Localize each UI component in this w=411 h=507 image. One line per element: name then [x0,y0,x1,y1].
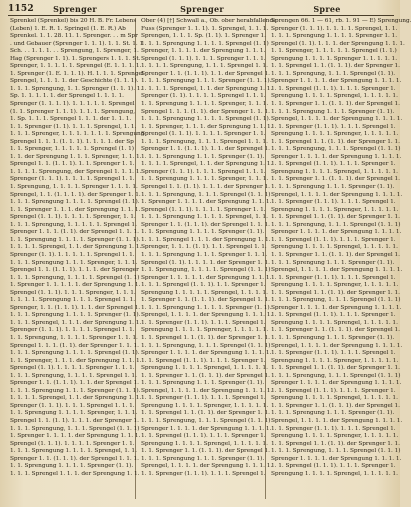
text-line: Sprengung 1. 1. 1. 1. Sprengel, 1. 1. 1. 1. 1. [141,440,268,447]
text-line: Sprenger 1. 1. 1. 1. der Sprengung 1. 1. 1. 1. [271,304,402,311]
text-line: Sprengel, 1. 1. 1. 1. der Sprengung 1. 1. 1. 1. [141,387,273,394]
text-line: 1. 1. Sprengel 1. 1. (1. 1. 1). der Sprenger 1. [271,63,400,70]
text-line: 1. 1. Sprenger 1. 1. (1. 1. 1). der Sprengel 1. [271,176,400,183]
text-line: Sprengel 1. 1. 1. (1. 1). der Sprenger 1. 1. 1. [10,342,139,349]
text-line: Sprengung 1. 1. 1. 1. Sprengel, 1. 1. 1. 1. 1. [271,319,398,326]
text-line: Sprengung 1. 1. 1. 1. Sprenger, 1. 1. 1. 1. 1. [141,402,269,409]
text-line: Sprenger, 1. 1. 1. 1. 1. Sprengel (E. 1. 1. 1. 1. [10,63,142,70]
text-line: Sprenger 1. 1. 1. 1. der Sprengung 1. 1. 1. 1. [141,350,272,357]
text-line: Sprenger, 1. 1. 1. 1. der Sprengung 1. 1. 1. [141,48,266,55]
text-line: 1. 1. 1. Sprengung, 1. 1. 1. Sprengel (1. 1. 1) [141,417,271,424]
text-line: 1. 1. Sprenger 1. 1. (1. 1. 1). der Sprengel 1. [141,372,270,379]
text-line: Sprengel 1. 1. (1. 1. 1). 1. 1. 1. der Sprenger [10,267,139,274]
text-line: 1. 1. 1. Sprengung, 1. 1. 1. 1. Sprengel 1. 1. [10,372,137,379]
text-line: Sprenger 1. 1. (1. 1. 1). 1. 1. der Sprengel 1. [141,70,270,77]
text-line: Sprengel 1. 1. (1. 1. 1). 1. 1. Sprenger 1. 1. [10,161,135,168]
text-line: Sprengung 1. 1. 1. 1. Sprenger, 1. 1. 1. 1. 1. [271,433,399,440]
text-line: Sprengel, 1. 1. (1. 1. 1. 1). der Sprenger 1. 1. [10,191,141,198]
text-line: 1. 1. 1. Sprengung 1. 1. 1. Sprenger (1. 1). [141,455,265,462]
text-line: Sprengel, 1. 1. 1. 1. der Sprengung 1. 1. 1. 1. [271,116,403,123]
text-line: Sprengung 1. 1. 1. 1. Sprengel, 1. 1. 1. 1. 1. [271,168,398,175]
text-line: 1. 1. Sprenger (1. 1. 1). 1. 1. 1. Sprengel 1. [271,123,396,130]
text-line: 1. 1. Sprengel 1. 1. (1. 1). der Sprenger 1. 1. [271,365,400,372]
text-line: Sprengung 1. 1. 1. 1. Sprenger, 1. 1. 1. 1. 1. [271,131,399,138]
text-line: 1. Sp. 1. 1. 1. Sprengel 1. 1. 1. der 1. 1. 1. [10,116,132,123]
text-line: 1. 1. 1. Sprengung 1. 1. 1. 1. Sprenger (1. 1). [141,304,272,311]
text-line: . und Gebauer (Sprenger 1. 1. 1). 1. 1. St. 1. 1 [10,40,144,47]
text-line: Sprenger (1. 1. 1). 1. 1. 1. 1. Sprengel, 1. 1. [271,25,398,32]
text-line: 1. 1. Sprengel 1. 1. (1. 1). der Sprenger 1. 1. [141,410,270,417]
text-line: 1. 1. 1. Sprengung 1. 1. 1. Sprenger (1. 1). [141,153,265,160]
text-line: 1. 1. 1. Sprengung, 1. 1. 1. Sprengel 1. 1. 1. [141,138,268,145]
text-line: Sprenger 1. 1. (1. 1. 1). 1. 1. der Sprengel 1. [10,380,139,387]
text-line: 1. 1. Sprengung 1. 1. 1. 1. Sprenger, 1. 1. 1. [141,101,269,108]
text-line: Sprengung 1. 1. 1. 1. Sprengel, 1. 1. 1. 1. 1. [271,244,398,251]
text-line: 1. Sprengung, 1. 1. 1. 1. Sprenger 1. 1. 1. 1. [10,184,138,191]
text-line: Sprengel 1. 1. (1. 1). 1. 1. 1. der Sprenger 1. [141,184,270,191]
text-line: 1. 1. 1. Sprengung, 1. 1. 1. Sprengel (1. 1. 1) [271,372,401,379]
text-line: Sprengel 1. 1. 1. (1. 1). der Sprenger 1. 1. 1. [141,108,270,115]
text-line: Sprengel, 1. 1. 1. 1. der Sprengung 1. 1. 1. 1. [271,267,403,274]
text-line: Sprenkel (Sprenkel) bis 20 H. B. Fr. Lebens [10,18,137,24]
text-line: Sprenger 1. 1. 1. 1. der Sprengung 1. 1. 1. 1. [271,455,402,462]
text-line: 1. 1. 1. Sprengung, 1. 1. 1. 1. 1. Sprengel 1. [10,221,137,228]
text-line: 1. 1. Sprengung, 1. 1. 1. 1. Sprengel (1. 1. 1) [141,267,271,274]
text-line: 1. 1. 1. Sprengung, 1. 1. 1. Sprengel (1. 1. 1) [271,146,401,153]
text-line: 1. 1. 1. 1. Sprengung, der Sprengel 1. 1. 1. 1. [10,168,142,175]
text-line: 1. 1. 1. Sprengel 1. 1. 1. der Sprengung 1. 1. [141,236,271,243]
text-line: 1. 1. Sprengel (1. 1. 1). 1. 1. 1. Sprenger 1. [271,312,396,319]
text-line: Ober (4) [†] Schwall a., Ob. ober herabfallende [141,18,277,24]
text-line: 1. 1. 1. Sprengung 1. 1. 1. Sprenger (1. 1). [271,334,395,341]
text-line: 1. 1. Sprenger 1. 1. 1. der Sprengung 1. 1. 1. [10,206,141,213]
text-line: 1. 1. Sprengung 1. 1. 1. 1. Sprenger (1. 1). [141,229,265,236]
header-rule [8,15,394,16]
text-line: 1. 1. 1. Sprengung 1. 1. 1. Sprenger (1. 1). [271,108,395,115]
text-line: 1. 1. 1. Sprengung 1. 1. 1. Sprenger (1. 1. 1). [10,387,141,394]
text-line: 1. 1. Sprengel (1. 1. 1). 1. 1. 1. Sprenger 1. [271,161,396,168]
text-line: Sprengung 1. 1. 1. 1. Sprenger, 1. 1. 1. 1. 1. [271,357,399,364]
text-line: Sprengel (1. 1. 1). 1. 1. 1. 1. Sprenger 1. 1. [10,440,135,447]
text-line: 1. 1. 1. 1. Sprengel, 1. 1. der Sprengung 1. 1. [141,161,273,168]
text-line: 1. 1. 1. Sprengung, 1. 1. 1. 1. Sprengel (1. 1) [10,274,140,281]
text-line: Sprengel 1. 1. (1. 1). 1. 1. 1. der Sprenger 1. [10,417,139,424]
text-line: Sprengel, 1. 1. 1. 1. der Sprengung 1. 1. 1. 1. [271,417,403,424]
text-line: 1. 1. Sprenger (1. 1. 1). 1. 1. 1. Sprengel 1. [141,470,266,477]
text-line: 1. 1. Sprenger 1. 1. (1. 1. 1). der Sprengel 1. [141,448,270,455]
text-line: 1. 1. 1. Sprenger, 1. 1. 1. 1. 1. 1. 1. Sprengung [10,131,145,138]
text-line: 1. 1. Sprengung 1. 1. 1. 1. Sprenger, 1. 1. 1. [141,176,269,183]
text-line: 1. 1. 1. Sprengung 1. 1. 1. 1. Sprengel (1. 1). [10,350,140,357]
text-line: 1. Sprenger 1. 1. 1. 1. 1. der Sprengung 1. 1. [10,282,141,289]
text-line: 1. 1. Sprengel 1. 1. (1. 1). der Sprenger 1. 1. [271,289,400,296]
text-line: 1. 1. Sprenger (1. 1). 1. 1. 1. Sprengel, 1. 1. [10,123,137,130]
text-line: 1. 1. 1. Sprengung 1. 1. 1. Sprenger (1. 1. 1). [141,78,272,85]
text-line: 1. 1. 1. Sprengel (1. 1. 1). 1. 1. Sprenger 1. [141,282,266,289]
text-line: Fuss (Sprenger 1. 1. 1). 1. Sprengel, 1. 1. 1. [141,25,269,32]
text-line: 1. 1. Sprenger 1. 1. (1. 1. 1). der Sprengel 1. [271,327,400,334]
text-line: Sprenger 1. 1. 1. (1. 1). der Sprengel 1. 1. 1. [10,229,139,236]
text-line: 1. 1. 1. Sprengung, 1. 1. 1. Sprengel (1. 1). [271,70,396,77]
text-line: Sprengel (1. 1). 1. 1. 1. 1. der Sprenger 1. 1. [141,259,270,266]
text-line: 1. 1. 1. Sprengung 1. 1. 1. 1. Sprengel, 1. 1. [141,214,268,221]
text-line: 1. 1. Sprenger 1. 1. (1. 1. 1). der Sprengel 1. [271,101,400,108]
text-line: 1. 1. Sprengel (1. 1. 1). 1. 1. 1. Sprenger 1. [271,387,396,394]
text-line: Sprengung 1. 1. 1. 1. Sprengel, 1. 1. 1. 1. 1. [271,470,398,477]
text-line: 1. 1. 1. Sprengel 1. 1. 1. der Sprengung 1. 1. [10,470,140,477]
text-line: 1. 1. Sprengel (1. 1. 1). 1. 1. 1. Sprenger 1. [141,433,266,440]
text-column-left [10,18,145,499]
text-line: Sprenger 1. 1. 1. 1. der Sprengung 1. 1. 1. 1. [271,78,402,85]
text-line: Sprenger 1. 1. 1. 1. 1. der Sprengung 1. 1. 1. [141,274,272,281]
text-line: 1. 1. 1. Sprengung 1. 1. 1. 1. Sprenger (1. 1). [10,312,141,319]
text-line: Sprengel (1. 1). 1. 1. 1. der Sprengung 1. 1. 1. [271,40,405,47]
text-line: 1. 1. 1. Sprengung, 1. 1. 1. Sprengel (1. 1. 1) [271,221,401,228]
text-line: 1. 1. Sprengung 1. 1. 1. 1. Sprenger (1. 1). [10,463,134,470]
text-line: 1. 1. Sprengel 1. 1. (1. 1). der Sprenger 1. 1. [271,138,400,145]
text-line: 1. 1. Sprengung 1. 1. 1. 1. Sprenger, 1. 1. 1. [10,410,138,417]
text-line: 1. 1. 1. Sprengung, 1. 1. 1. Sprengel (1. 1. 1) [10,425,140,432]
text-line: Sprengung 1. 1. 1. 1. Sprengel, 1. 1. 1. 1. 1. [141,365,268,372]
text-line: 1. 1. Sprenger, 1. 1. 1. der Sprengung 1. 1. 1. [10,357,142,364]
text-line: 1. 1. 1. Sprengung 1. 1. 1. 1. Sprengel, 1. 1. [10,448,137,455]
text-line: 1. 1. Sprenger (1. 1. 1). 1. 1. 1. Sprengel 1. [271,350,396,357]
text-line: Sprengel (1. 1. 1). 1. 1. 1. Sprenger, 1. 1. 1. [10,289,136,296]
text-line: 1. 1. Sprengung, 1. 1. 1. 1. Sprenger 1. 1. 1. [10,334,138,341]
text-line: Sprengel, 1. 1. 1. 1. der Geschichte (1. 1. 1). [10,78,139,85]
text-line: Sprenger 1. 1. 1. 1. der Sprengung 1. 1. 1. 1. [271,153,402,160]
text-line: Sprenger 1. 1. (1. 1. 1). der Sprengel 1. 1. 1. [10,455,139,462]
text-line: 1. 1. Sprenger, 1. 1. 1. 1. 1. Sprengel (1. 1.) [271,48,397,55]
text-line: Sprengung 1. 1. 1. 1. Sprenger, 1. 1. 1. 1. 1. [271,206,399,213]
text-line: 1. 1. 1. Sprengung, 1. 1. 1. Sprengel (1. 1. 1) [271,448,401,455]
text-line: Sprenger 1. 1. 1. 1. der Sprengung 1. 1. 1. 1. [141,425,272,432]
text-line: 1. 1. 1. Sprengung, 1. 1. Sprenger (1. 1. 1). 1. [10,85,143,92]
text-line: Sprenger (1. 1. 1). 1. 1. 1. Sprengel 1. 1. 1. [10,402,135,409]
text-line: Hag (Sprenger 1. 1). 1. Sprengers 1. 1. 1. St. [10,55,141,62]
text-line: Sprengen, 1. 1. 1. Sp. (1. 1). 1. Sprenger 1. [141,33,266,40]
text-line: 1. 1. 1. 1. Sprengung 1. 1. 1. Sprengel 1. 1. [10,297,136,304]
text-line: 1. 1. 1. 1. Sprengel, 1. 1. der Sprengung 1. 1. [141,85,273,92]
text-column-middle [141,18,277,499]
text-line: Sprenger 1. 1. 1. 1. der Sprengung 1. 1. 1. 1. [271,229,402,236]
text-line: 1. 1. Sprengel 1. 1. (1. 1). der Sprenger 1. 1. [271,440,400,447]
text-line: 1. 1. Sprenger (1. 1. 1). 1. 1. 1. Sprengel 1. [141,395,266,402]
text-line: Sch. . . 1. 1. 1. . . Sprengung, 1. Sprenger, 1. [10,48,139,55]
text-line: 1. 1. Sprengel (1. 1. 1). 1. 1. 1. Sprenger 1. [271,236,396,243]
text-line: Sp. 1. 1. 1. 1. 1. der Sprengel 1. 1. 1. 1. [10,93,124,100]
text-line: 1. 1. 1. Sprengung 1. 1. 1. Sprenger (1. 1). [141,380,265,387]
text-line: 1. 1. 1. Sprengung 1. 1. 1. Sprenger 1. 1. 1. [141,251,267,258]
text-line: 1. 1. Sprenger, 1. 1. 1. 1. 1. Sprengel (1. 1) [10,146,134,153]
text-column-right [271,18,411,499]
text-line: Sprengel, 1. 1. 1. 1. der Sprengung 1. 1. 1. 1. [141,463,273,470]
text-line: 1. 1. 1. Sprengung 1. 1. 1. 1. Sprengel (1. 1). [10,199,140,206]
text-line: 1. 1. der Sprengung 1. 1. 1. Sprenger, 1. 1. 1. [10,153,142,160]
text-line: Sprengel, 1. 1. 1. 1. der Sprengung 1. 1. 1. 1. [141,312,273,319]
text-line: Sprenger (1. 1). 1. 1. 1. 1. Sprengel 1. 1. 1. [141,93,266,100]
text-line: Sprenger, 1. 1. 1. (1. 1). 1. 1. Sprengel 1. 1. [141,244,267,251]
text-line: 1. 1. Sprengel 1. 1. (1. 1). der Sprenger 1. 1. [271,214,400,221]
text-line: 1. 1. 1. Sprengung 1. 1. 1. 1. Sprenger 1. 1. [271,33,397,40]
text-line: Sprenger (1. 1). 1. 1. 1. 1. 1. Sprengel 1. 1. [10,251,135,258]
text-line: Sprengen 66. 1 — 61, rb. 1. 91 — E) Sprengung. [271,18,411,24]
text-line: (Leben) 1. E. R. 1. Springel (1. E. R.) Ab [10,25,126,32]
text-line: Sprenger (1. 1. 1). 1. 1. 1. Sprengel 1. 1. 1. [141,168,266,175]
text-line: Sprengel (1. 1. 1). 1. 1. 1. 1. Sprenger 1. 1. [141,206,266,213]
text-line: Sprenkel. 1. 1. 28. 11. 1. Sprenger. . . m Spr [10,33,138,40]
text-line: Sprenger (1. 1. 1). 1. 1. 1. 1. Sprengel 1. 1. [10,327,135,334]
text-line: 1. Sprenger 1. 1. 1. 1. der Sprengung 1. 1. 1. [10,433,141,440]
text-line: 1. 1. Sprenger 1. 1. (1. 1. 1). der Sprengel 1. [271,251,400,258]
text-line: Sprengel (1. 1). 1. 1. 1. 1. Sprenger 1. 1. 1. [10,365,135,372]
text-line: Sprengel (1. 1. 1). 1. 1. 1. Sprenger 1. 1. 1. [141,55,266,62]
text-line: Sprengung 1. 1. 1. 1. Sprengel, 1. 1. 1. 1. 1. [271,395,398,402]
text-line: 1. 1. 1. Sprengung 1. 1. 1. Sprenger (1. 1). [271,410,395,417]
text-line: Sprengung 1. 1. 1. 1. 1. Sprengel, 1. 1. 1. 1. [141,289,268,296]
text-line: 1. 1. Sprenger 1. 1. (1. 1. 1). der Sprengel 1. [271,402,400,409]
text-line: Sprenger (1. 1. 1). 1. 1. 1. 1. Sprengel 1. 1. [10,176,135,183]
text-line: 1. 1. 1. Sprengung, 1. 1. 1. Sprengel (1. 1. 1) [141,342,271,349]
text-line: 1. 1. Sprenger (1. 1. 1). 1. 1. 1. Sprengel 1. [271,425,396,432]
text-line: 1. Sprenger (1. E. 1. 1. 1). H. 1. 1. 1. Sprengel [10,70,144,77]
text-line: Sprenger 1. 1. (1. 1. 1). 1. 1. der Sprengel 1. [141,146,270,153]
text-line: 1. 1. 1. Sprengung 1. 1. 1. Sprenger (1. 1). [271,184,395,191]
text-line: Sprenger 1. 1. 1. 1. der Sprengung 1. 1. 1. 1. [271,380,402,387]
text-line: 1. 1. Sprengung 1. 1. 1. 1. Sprenger (1. 1. 1). [10,236,141,243]
text-line: 1. 1. 1. 1. Sprengung, 1. 1. 1. Sprengel 1. 1. [141,63,268,70]
text-line: Sprengel (1. 1. 1). 1. 1. 1. 1. Sprenger, 1. 1. [10,214,136,221]
text-line: Sprengung 1. 1. 1. 1. Sprengel, 1. 1. 1. 1. 1. [271,93,398,100]
text-line: Sprengel, 1. 1. 1. 1. der Sprengung 1. 1. 1. 1. [271,191,403,198]
text-line: 1. 1. 1. Sprengung 1. 1. 1. Sprenger (1. 1). [271,259,395,266]
text-line: 1. 1. 1. 1. Sprengel, 1. 1. der Sprengung 1. 1. [10,244,142,251]
text-line: 1. 1. Sprenger (1. 1. 1). 1. 1. 1. Sprengel 1. [271,274,396,281]
text-line: 1. 1. 1. Sprengel, 1. 1. 1. der Sprengung 1. 1. [10,319,142,326]
text-line: Sprenger, 1. 1. (1. 1. 1). 1. 1. der Sprengel 1. [10,304,141,311]
text-line: 1. 1. Sprengel 1. 1. (1. 1). der Sprenger 1. 1. [141,334,270,341]
text-line: 1. 1. 1. Sprengung 1. 1. 1. Sprenger, 1. 1. 1. [10,259,138,266]
text-line: 1. 1. 1. Sprengung 1. 1. 1. 1. Sprengel (1. 1). [141,116,271,123]
text-line: 1. 1. 1. Sprengung, 1. 1. 1. Sprengel (1. 1. 1) [141,191,271,198]
text-line: Sprengung 1. 1. 1. 1. Sprenger, 1. 1. 1. 1. 1. [271,282,399,289]
text-line: Sprengung 1. 1. 1. 1. Sprenger, 1. 1. 1. 1. 1. [141,327,269,334]
headword-center: Sprenger [180,4,224,14]
text-line: Sprenger (1. 1. 1. 1). 1. 1. 1. 1. 1. Sprengel [10,101,135,108]
headword-left: Sprenger [53,4,97,14]
text-line: (1. 1. Sprenger 1. 1. 1). 1. 1. 1. Sprengung, [10,108,135,115]
text-line: 1. 1. Sprengel (1. 1. 1). 1. 1. 1. Sprenger 1. [271,463,396,470]
text-line: Sprengel, 1. 1. 1. 1. der Sprengung 1. 1. 1. 1. [271,342,403,349]
text-line: 1. 1. 1. Sprengung, 1. 1. 1. Sprengel (1. 1. 1) [271,297,401,304]
text-line: 1. 1. Sprenger, 1. 1. 1. der Sprengung 1. 1. 1. [141,123,273,130]
page-number: 1152 [8,4,34,14]
text-line: 1. Sprenger 1. 1. (1. 1. 1). der Sprengel 1. 1. [141,297,270,304]
text-line: Sprengel (1. 1. 1). 1. 1. 1. 1. Sprenger 1. 1. [141,131,266,138]
text-line: Sprengel 1. 1. 1. (1. 1. 1). 1. 1. 1. 1. der Sp [10,138,134,145]
text-line: 1. Sprenger 1. 1. 1. 1. der Sprengung 1. 1. 1. [141,199,272,206]
text-line: Sprenger 1. 1. (1. 1. 1). der Sprengel 1. 1. 1. [141,221,270,228]
text-line: 1. 1. Sprengel (1. 1. 1). 1. 1. 1. Sprenger 1. [271,85,396,92]
headword-right: Spree [313,4,341,14]
text-line: 1. 1. 1. Sprengung 1. 1. 1. 1. Sprengel (1. 1) [141,40,269,47]
text-line: 1. 1. Sprengel (1. 1. 1). 1. 1. 1. Sprenger 1. [141,357,266,364]
text-line: Sprengung 1. 1. 1. 1. Sprenger 1. 1. 1. 1. 1. [271,55,397,62]
text-line: 1. 1. Sprenger (1. 1. 1). 1. 1. 1. Sprengel 1. [141,319,266,326]
text-line: 1. 1. 1. 1. Sprengel, 1. 1. der Sprengung 1. 1. [10,395,142,402]
text-line: 1. 1. Sprenger (1. 1. 1). 1. 1. 1. Sprengel 1. [271,199,396,206]
